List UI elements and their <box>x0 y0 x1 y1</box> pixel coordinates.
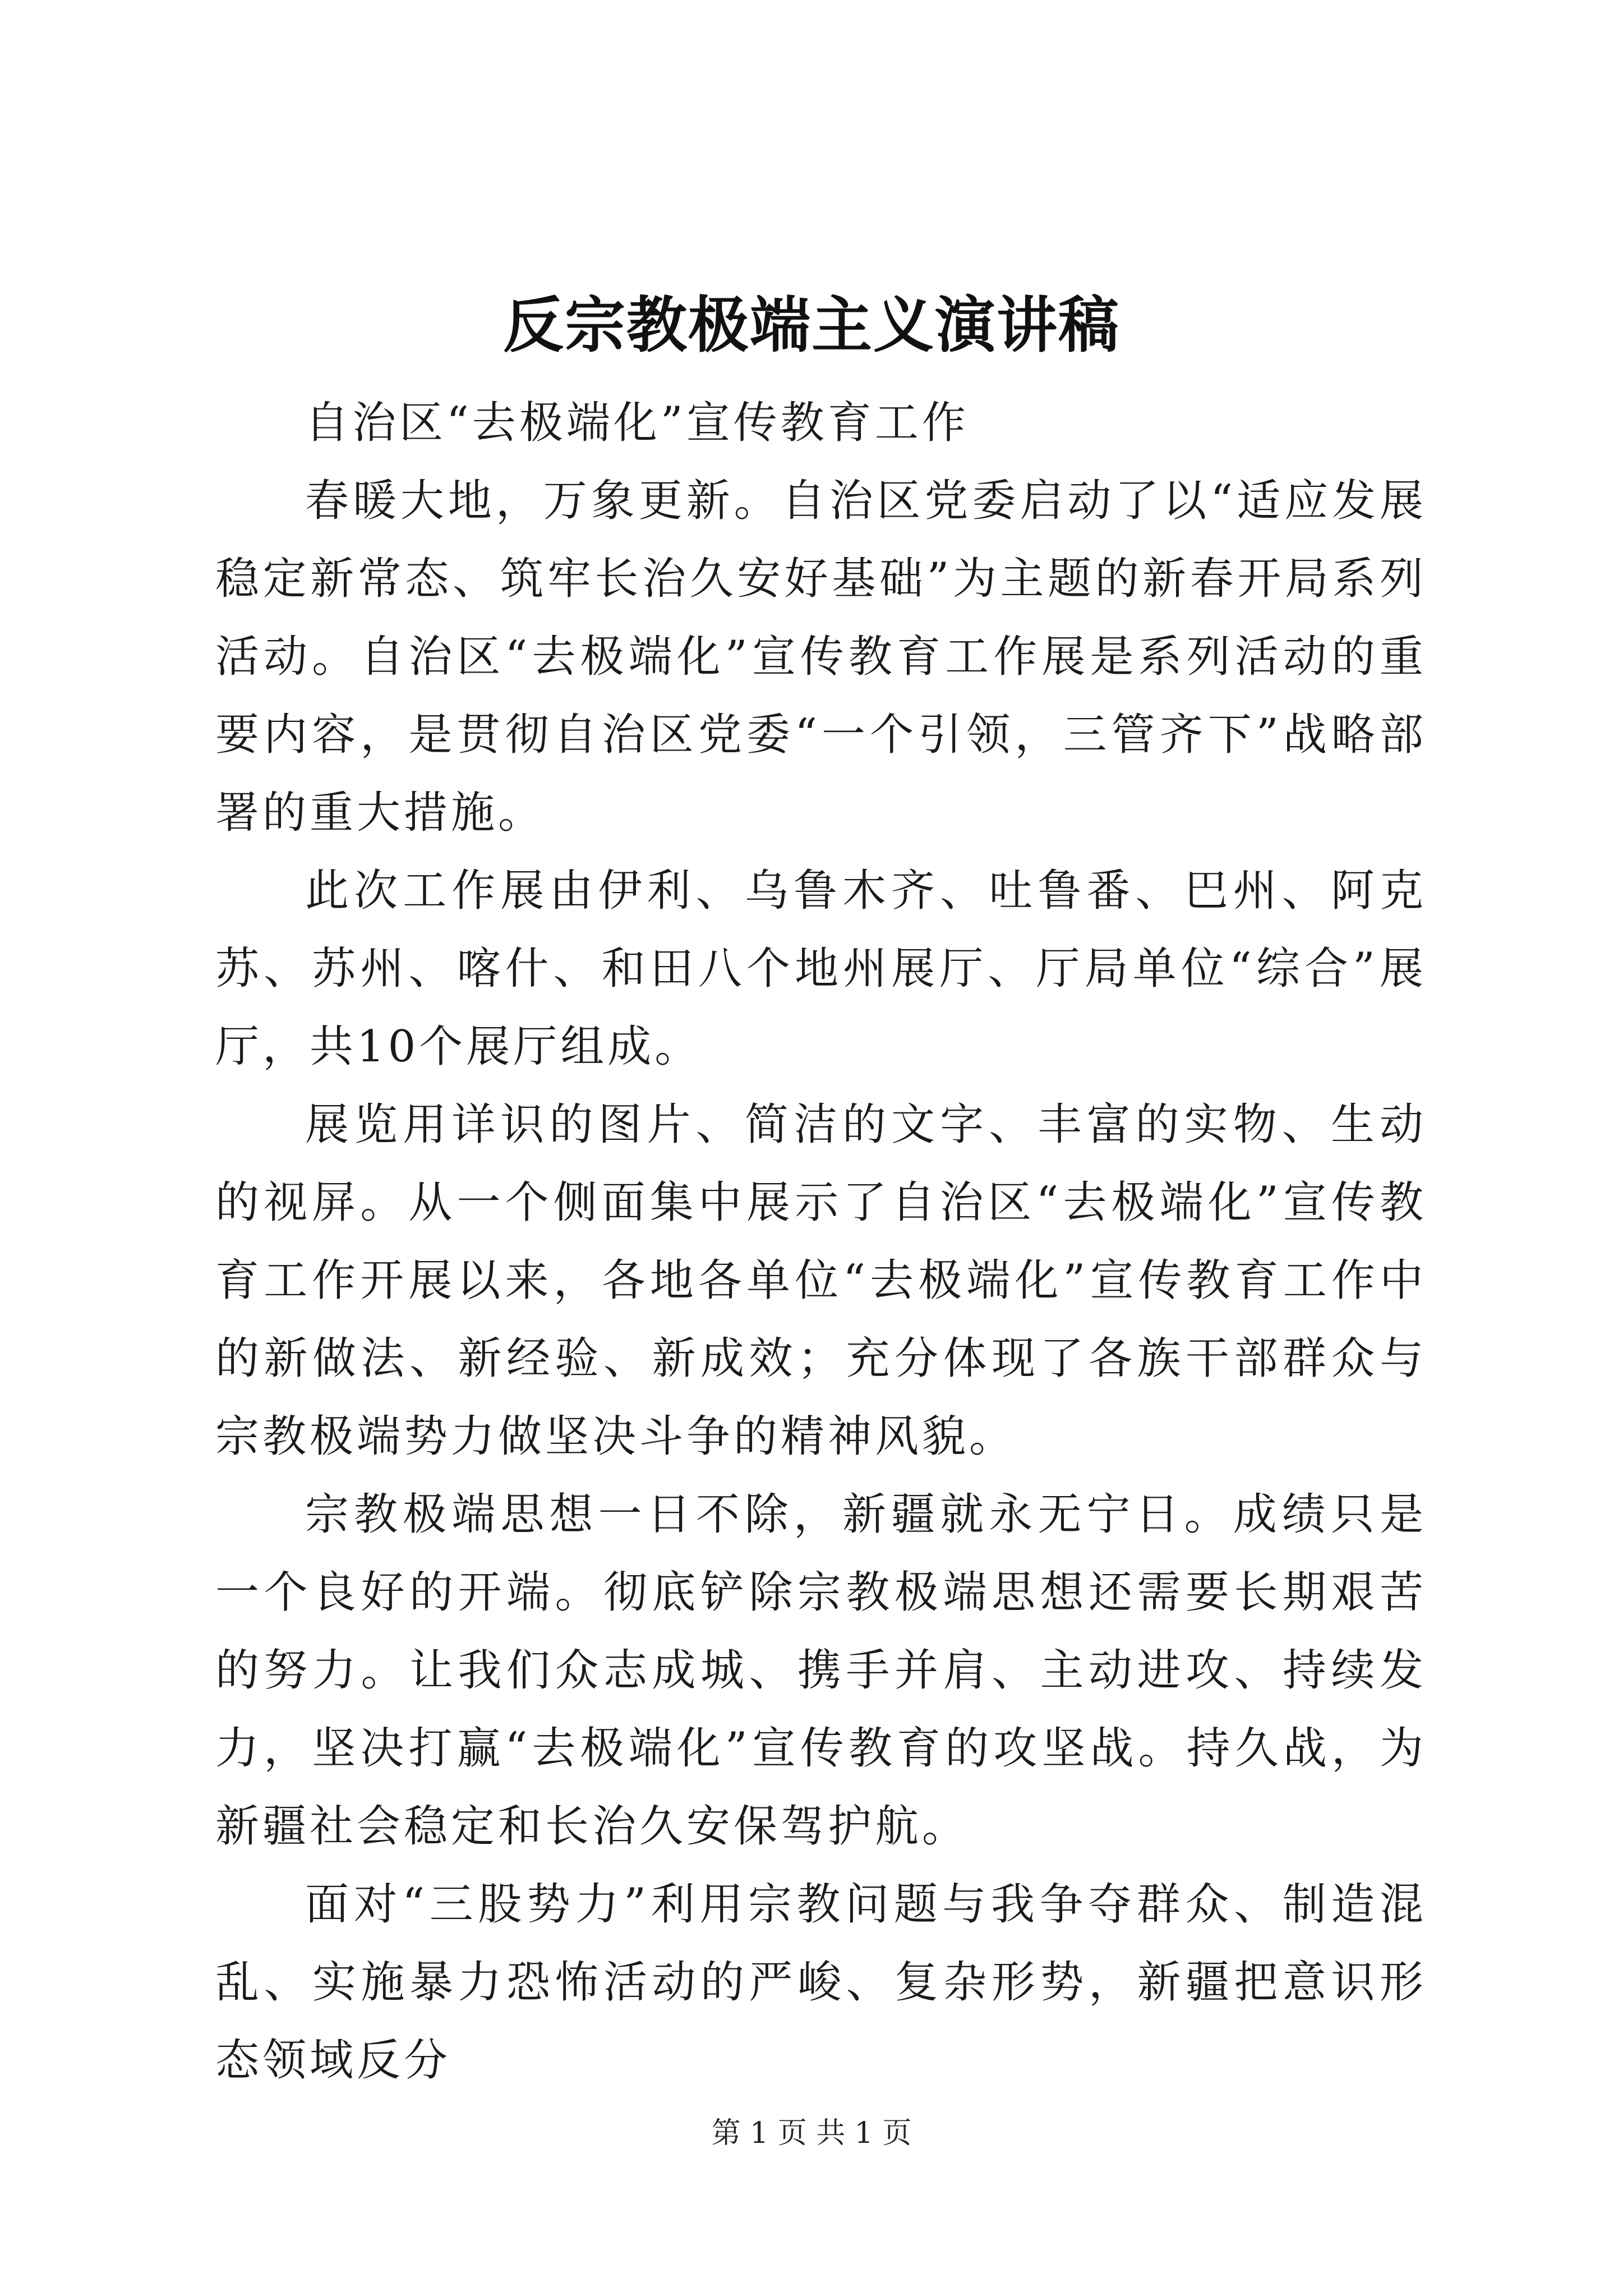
document-title: 反宗教极端主义演讲稿 <box>502 290 1120 361</box>
paragraph: 自治区“去极端化”宣传教育工作 <box>305 398 969 448</box>
paragraph: 展览用详识的图片、简洁的文字、丰富的实物、生动的视屏。从一个侧面集中展示了自治区“去极端化”宣传教育工作开展以来，各地各单位“去极端化”宣传教育工作中的新做法、新经验、新成效；充分体现了各族干部群众与宗教极端势力做坚决斗争的精神风貌。 <box>215 1099 1427 1462</box>
paragraph: 宗教极端思想一日不除，新疆就永无宁日。成绩只是一个良好的开端。彻底铲除宗教极端思想还需要长期艰苦的努力。让我们众志成城、携手并肩、主动进攻、持续发力，坚决打赢“去极端化”宣传教育的攻坚战。持久战，为新疆社会稳定和长治久安保驾护航。 <box>215 1489 1427 1852</box>
page-number-footer: 第 1 页 共 1 页 <box>711 2116 912 2150</box>
document-body <box>215 384 1427 2100</box>
paragraph: 面对“三股势力”利用宗教问题与我争夺群众、制造混乱、实施暴力恐怖活动的严峻、复杂形势，新疆把意识形态领域反分 <box>215 1879 1427 2086</box>
paragraph: 此次工作展由伊利、乌鲁木齐、吐鲁番、巴州、阿克苏、苏州、喀什、和田八个地州展厅、厅局单位“综合”展厅，共10个展厅组成。 <box>215 866 1427 1072</box>
paragraph: 春暖大地，万象更新。自治区党委启动了以“适应发展稳定新常态、筑牢长治久安好基础”为主题的新春开局系列活动。自治区“去极端化”宣传教育工作展是系列活动的重要内容，是贯彻自治区党委“一个引领，三管齐下”战略部署的重大措施。 <box>215 476 1427 838</box>
